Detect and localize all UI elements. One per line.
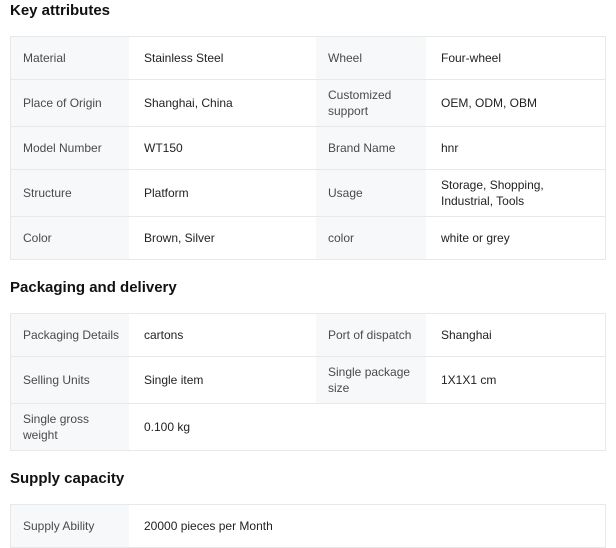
table-row bbox=[11, 314, 605, 356]
attribute-value: 20000 pieces per Month bbox=[144, 519, 273, 533]
attribute-label: Supply Ability bbox=[11, 505, 129, 547]
attribute-label: color bbox=[316, 217, 426, 259]
table-row bbox=[11, 37, 605, 79]
key-attributes-title: Key attributes bbox=[10, 2, 111, 19]
attribute-value: white or grey bbox=[441, 231, 510, 245]
attribute-label: Structure bbox=[11, 170, 129, 216]
attribute-value: OEM, ODM, OBM bbox=[441, 96, 537, 110]
table-row bbox=[11, 126, 605, 169]
attribute-label: Wheel bbox=[316, 37, 426, 79]
attribute-label: Model Number bbox=[11, 127, 129, 169]
supply-capacity-table bbox=[10, 504, 606, 548]
attribute-value: Stainless Steel bbox=[144, 51, 224, 65]
section-supply-capacity bbox=[10, 470, 606, 548]
attribute-label: Place of Origin bbox=[11, 80, 129, 126]
packaging-delivery-table bbox=[10, 313, 606, 451]
attribute-value: Brown, Silver bbox=[144, 231, 215, 245]
attribute-value: hnr bbox=[441, 141, 459, 155]
attribute-label: Port of dispatch bbox=[316, 314, 426, 356]
attribute-value: Shanghai bbox=[441, 328, 492, 342]
section-packaging-delivery bbox=[10, 279, 606, 451]
attribute-label: Usage bbox=[316, 170, 426, 216]
table-row bbox=[11, 505, 605, 547]
key-attributes-table bbox=[10, 36, 606, 260]
attribute-value: Single item bbox=[144, 373, 204, 387]
table-row bbox=[11, 79, 605, 126]
attribute-value: Storage, Shopping, Industrial, Tools bbox=[441, 178, 544, 208]
attribute-value: Platform bbox=[144, 186, 189, 200]
attribute-value: Four-wheel bbox=[441, 51, 502, 65]
attribute-label: Customized support bbox=[316, 80, 426, 126]
packaging-delivery-title: Packaging and delivery bbox=[10, 279, 177, 296]
attribute-value: Shanghai, China bbox=[144, 96, 233, 110]
attribute-label: Selling Units bbox=[11, 357, 129, 403]
attribute-label: Material bbox=[11, 37, 129, 79]
attribute-value: cartons bbox=[144, 328, 184, 342]
table-row bbox=[11, 216, 605, 259]
attribute-label: Single package size bbox=[316, 357, 426, 403]
attribute-label: Color bbox=[11, 217, 129, 259]
attribute-label: Single gross weight bbox=[11, 404, 129, 450]
table-row bbox=[11, 169, 605, 216]
section-key-attributes bbox=[10, 2, 606, 260]
attribute-value: 1X1X1 cm bbox=[441, 373, 497, 387]
attribute-label: Brand Name bbox=[316, 127, 426, 169]
attribute-value: 0.100 kg bbox=[144, 420, 191, 434]
attribute-label: Packaging Details bbox=[11, 314, 129, 356]
attribute-value: WT150 bbox=[144, 141, 183, 155]
table-row bbox=[11, 403, 605, 450]
supply-capacity-title: Supply capacity bbox=[10, 470, 125, 487]
table-row bbox=[11, 356, 605, 403]
